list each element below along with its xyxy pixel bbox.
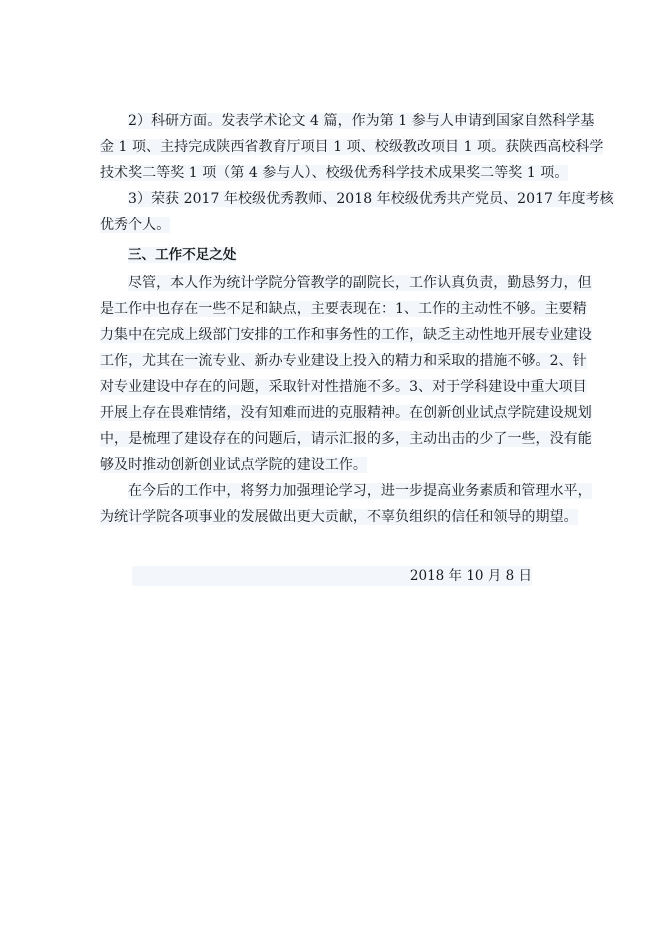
paragraph-line: 力集中在完成上级部门安排的工作和事务性的工作，缺乏主动性地开展专业建设 [100,327,592,343]
paragraph-line: 3）荣获 2017 年校级优秀教师、2018 年校级优秀共产党员、2017 年度考核 [128,191,614,207]
paragraph-line: 2）科研方面。发表学术论文 4 篇，作为第 1 参与人申请到国家自然科学基 [128,113,595,129]
paragraph-line: 是工作中也存在一些不足和缺点，主要表现在：1、工作的主动性不够。主要精 [100,301,587,317]
paragraph-line: 金 1 项、主持完成陕西省教育厅项目 1 项、校级教改项目 1 项。获陕西高校科学 [100,139,604,155]
document-body [100,108,614,530]
paragraph-line: 在今后的工作中，将努力加强理论学习，进一步提高业务素质和管理水平， [128,483,592,499]
paragraph-line: 够及时推动创新创业试点学院的建设工作。 [100,457,367,473]
section-heading: 三、工作不足之处 [128,247,237,263]
paragraph-line: 尽管，本人作为统计学院分管教学的副院长，工作认真负责，勤恳努力，但 [128,275,592,291]
paragraph-line: 开展上存在畏难情绪，没有知难而进的克服精神。在创新创业试点学院建设规划 [100,405,592,421]
paragraph-line: 中，是梳理了建设存在的问题后，请示汇报的多，主动出击的少了一些，没有能 [100,431,592,447]
document-date: 2018 年 10 月 8 日 [132,566,532,586]
paragraph-line: 对专业建设中存在的问题，采取针对性措施不多。3、对于学科建设中重大项目 [100,379,587,395]
paragraph-line: 技术奖二等奖 1 项（第 4 参与人）、校级优秀科学技术成果奖二等奖 1 项。 [100,165,569,181]
paragraph-line: 优秀个人。 [100,217,171,233]
paragraph-line: 为统计学院各项事业的发展做出更大贡献，不辜负组织的信任和领导的期望。 [100,509,578,525]
paragraph-line: 工作，尤其在一流专业、新办专业建设上投入的精力和采取的措施不够。2、针 [100,353,587,369]
